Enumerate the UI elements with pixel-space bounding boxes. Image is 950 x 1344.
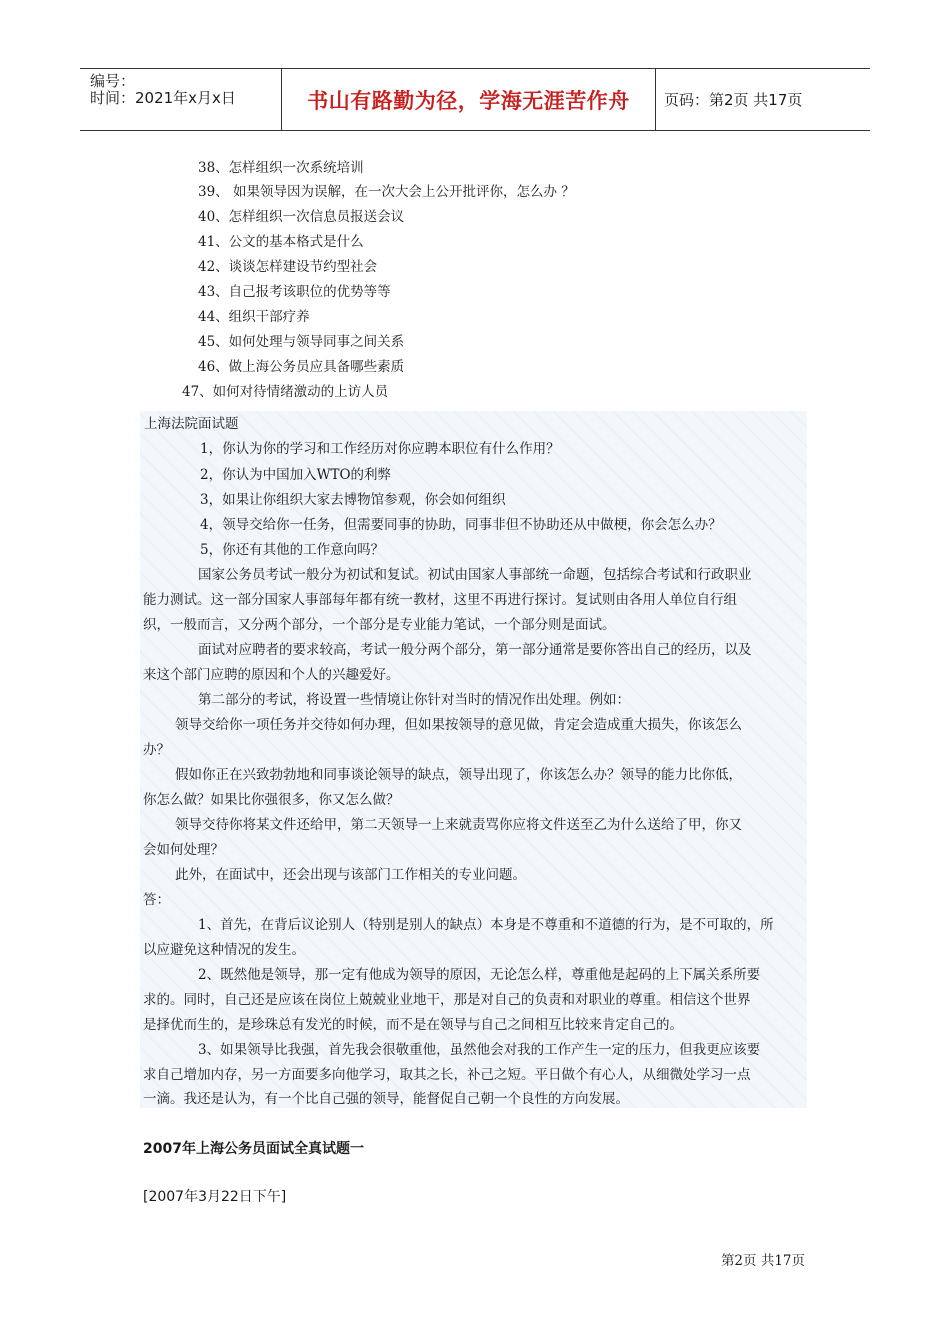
section-title: 2007年上海公务员面试全真试题一 (143, 1141, 364, 1157)
answer-line: 是择优而生的，是珍珠总有发光的时候，而不是在领导与自己之间相互比较来肯定自己的。 (143, 1017, 683, 1033)
list-item: 45、如何处理与领导同事之间关系 (198, 334, 405, 350)
answer-line: 2、既然他是领导，那一定有他成为领导的原因，无论怎么样，尊重他是起码的上下属关系所要 (198, 967, 761, 983)
question-line: 2，你认为中国加入WTO的利弊 (200, 467, 392, 483)
answer-line: 求的。同时，自己还是应该在岗位上兢兢业业地干，那是对自己的负责和对职业的尊重。相信这个世界 (143, 992, 751, 1008)
paragraph-line: 织，一般而言，又分两个部分，一个部分是专业能力笔试，一个部分则是面试。 (143, 617, 616, 633)
header-left-cell (80, 69, 280, 130)
list-item: 40、怎样组织一次信息员报送会议 (198, 209, 405, 225)
list-item: 38、怎样组织一次系统培训 (198, 160, 364, 176)
paragraph-line: 面试对应聘者的要求较高，考试一般分两个部分，第一部分通常是要你答出自己的经历，以及 (198, 642, 752, 658)
answer-line: 一滴。我还是认为，有一个比自己强的领导，能督促自己朝一个良性的方向发展。 (143, 1091, 629, 1107)
paragraph-line: 此外，在面试中，还会出现与该部门工作相关的专业问题。 (175, 867, 526, 883)
paragraph-line: 办？ (143, 742, 170, 758)
question-line: 5，你还有其他的工作意向吗？ (200, 542, 385, 558)
paragraph-line: 国家公务员考试一般分为初试和复试。初试由国家人事部统一命题，包括综合考试和行政职业 (198, 567, 752, 583)
list-item: 44、组织干部疗养 (198, 309, 310, 325)
number-label: 编号： (90, 72, 136, 90)
paragraph-line: 会如何处理？ (143, 842, 224, 858)
list-item: 46、做上海公务员应具备哪些素质 (198, 359, 405, 375)
page-info: 页码：第2页 共17页 (664, 91, 803, 109)
page-footer: 第2页 共17页 (720, 1253, 805, 1269)
answer-line: 1、首先，在背后议论别人（特别是别人的缺点）本身是不尊重和不道德的行为，是不可取的，所 (198, 917, 774, 933)
date-line: [2007年3月22日下午] (143, 1189, 287, 1205)
paragraph-line: 来这个部门应聘的原因和个人的兴趣爱好。 (143, 667, 400, 683)
paragraph-line: 你怎么做？如果比你强很多，你又怎么做？ (143, 792, 400, 808)
list-item: 43、自己报考该职位的优势等等 (198, 284, 391, 300)
court-interview-panel (140, 411, 807, 1108)
question-line: 4，领导交给你一任务，但需要同事的协助，同事非但不协助还从中做梗，你会怎么办？ (200, 517, 722, 533)
list-item: 39、 如果领导因为误解，在一次大会上公开批评你，怎么办 ？ (198, 184, 575, 200)
motto: 书山有路勤为径，学海无涯苦作舟 (307, 88, 630, 113)
answer-line: 3、如果领导比我强，首先我会很敬重他，虽然他会对我的工作产生一定的压力，但我更应该要 (198, 1042, 761, 1058)
paragraph-line: 领导交待你将某文件还给甲，第二天领导一上来就责骂你应将文件送至乙为什么送给了甲，你又 (175, 817, 742, 833)
list-item: 41、公文的基本格式是什么 (198, 234, 364, 250)
answer-line: 以应避免这种情况的发生。 (143, 942, 305, 958)
time-label: 时间：2021年x月x日 (90, 89, 236, 107)
paragraph-line: 能力测试。这一部分国家人事部每年都有统一教材，这里不再进行探讨。复试则由各用人单位自行组 (143, 592, 737, 608)
list-item: 42、谈谈怎样建设节约型社会 (198, 259, 378, 275)
paragraph-line: 第二部分的考试，将设置一些情境让你针对当时的情况作出处理。例如： (198, 692, 630, 708)
panel-heading: 上海法院面试题 (144, 416, 239, 432)
answer-label: 答： (143, 892, 170, 908)
question-line: 3，如果让你组织大家去博物馆参观，你会如何组织 (200, 492, 506, 508)
page-header (80, 68, 870, 131)
question-line: 1，你认为你的学习和工作经历对你应聘本职位有什么作用？ (200, 441, 560, 457)
header-right-cell (655, 69, 870, 130)
list-item: 47、如何对待情绪激动的上访人员 (182, 384, 389, 400)
answer-line: 求自己增加内存，另一方面要多向他学习，取其之长，补己之短。平日做个有心人，从细微处学习一点 (143, 1067, 751, 1083)
paragraph-line: 假如你正在兴致勃勃地和同事谈论领导的缺点，领导出现了，你该怎么办？领导的能力比你低， (175, 767, 742, 783)
paragraph-line: 领导交给你一项任务并交待如何办理，但如果按领导的意见做，肯定会造成重大损失，你该怎么 (175, 717, 742, 733)
header-motto-cell (281, 69, 656, 130)
